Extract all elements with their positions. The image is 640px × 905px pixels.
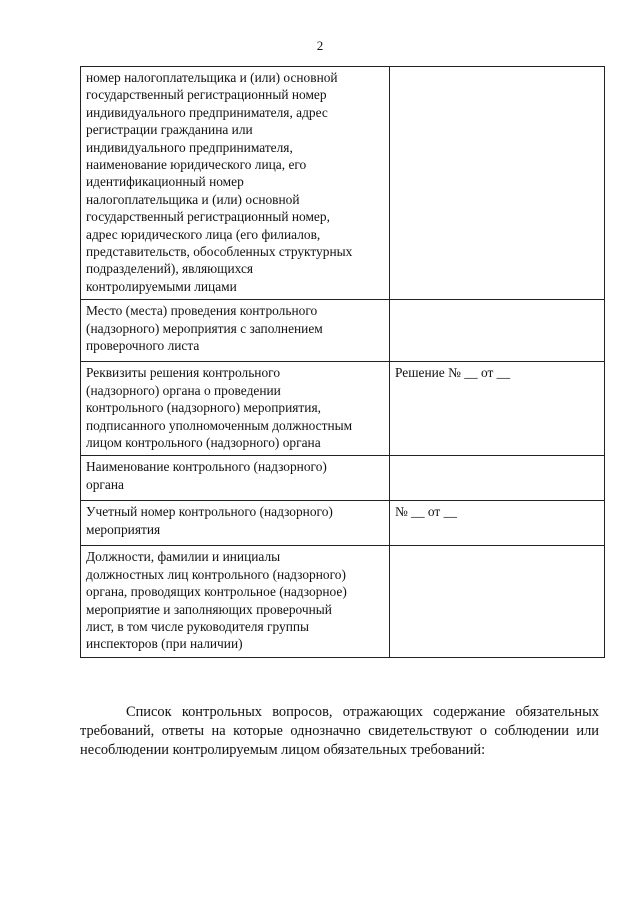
row-label <box>81 456 390 501</box>
row-value <box>390 67 605 300</box>
label-text: Должности, фамилии и инициалы должностных лиц контрольного (надзорного) органа, проводящих контрольное (надзорное) мероприятие и заполняющих проверочный лист, в том числе руководителя группы инспекторов (при наличии) <box>86 549 347 652</box>
table-row-registration-number <box>81 501 605 546</box>
row-value <box>390 456 605 501</box>
row-label <box>81 300 390 362</box>
page-number: 2 <box>316 38 324 53</box>
registration-value: № __ от __ <box>395 504 457 520</box>
row-label <box>81 501 390 546</box>
table-row-inspection-place <box>81 300 605 362</box>
label-text: Учетный номер контрольного (надзорного) мероприятия <box>86 504 333 537</box>
inspection-info-table <box>80 66 605 658</box>
row-label <box>81 362 390 456</box>
table-row-entity-details <box>81 67 605 300</box>
row-label <box>81 67 390 300</box>
row-value <box>390 501 605 546</box>
label-text: номер налогоплательщика и (или) основной государственный регистрационный номер индивидуального предпринимателя, адрес регистрации гражданина или индивидуального предпринимателя, наименование юридического лица, его идентификационный номер налогоплательщика и (или) основной государственный регистрационный номер, адрес юридического лица (его филиалов, представительств, обособленных структурных подразделений), являющихся контролируемыми лицами <box>86 70 353 294</box>
table-row-authority-name <box>81 456 605 501</box>
label-text: Наименование контрольного (надзорного) органа <box>86 459 327 492</box>
label-text: Реквизиты решения контрольного (надзорного) органа о проведении контрольного (надзорного) мероприятия, подписанного уполномоченным должностным лицом контрольного (надзорного) органа <box>86 365 353 450</box>
table-row-decision-details <box>81 362 605 456</box>
row-value <box>390 546 605 657</box>
decision-value: Решение № __ от __ <box>395 365 511 381</box>
row-label <box>81 546 390 657</box>
row-value <box>390 300 605 362</box>
table-row-officials <box>81 546 605 657</box>
row-value <box>390 362 605 456</box>
checklist-intro-paragraph: Список контрольных вопросов, отражающих содержание обязательных требований, ответы на которые однозначно свидетельствуют о соблюдении или несоблюдении контролируемым лицом обязательных требований: <box>80 704 599 758</box>
label-text: Место (места) проведения контрольного (надзорного) мероприятия с заполнением проверочного листа <box>86 303 323 354</box>
